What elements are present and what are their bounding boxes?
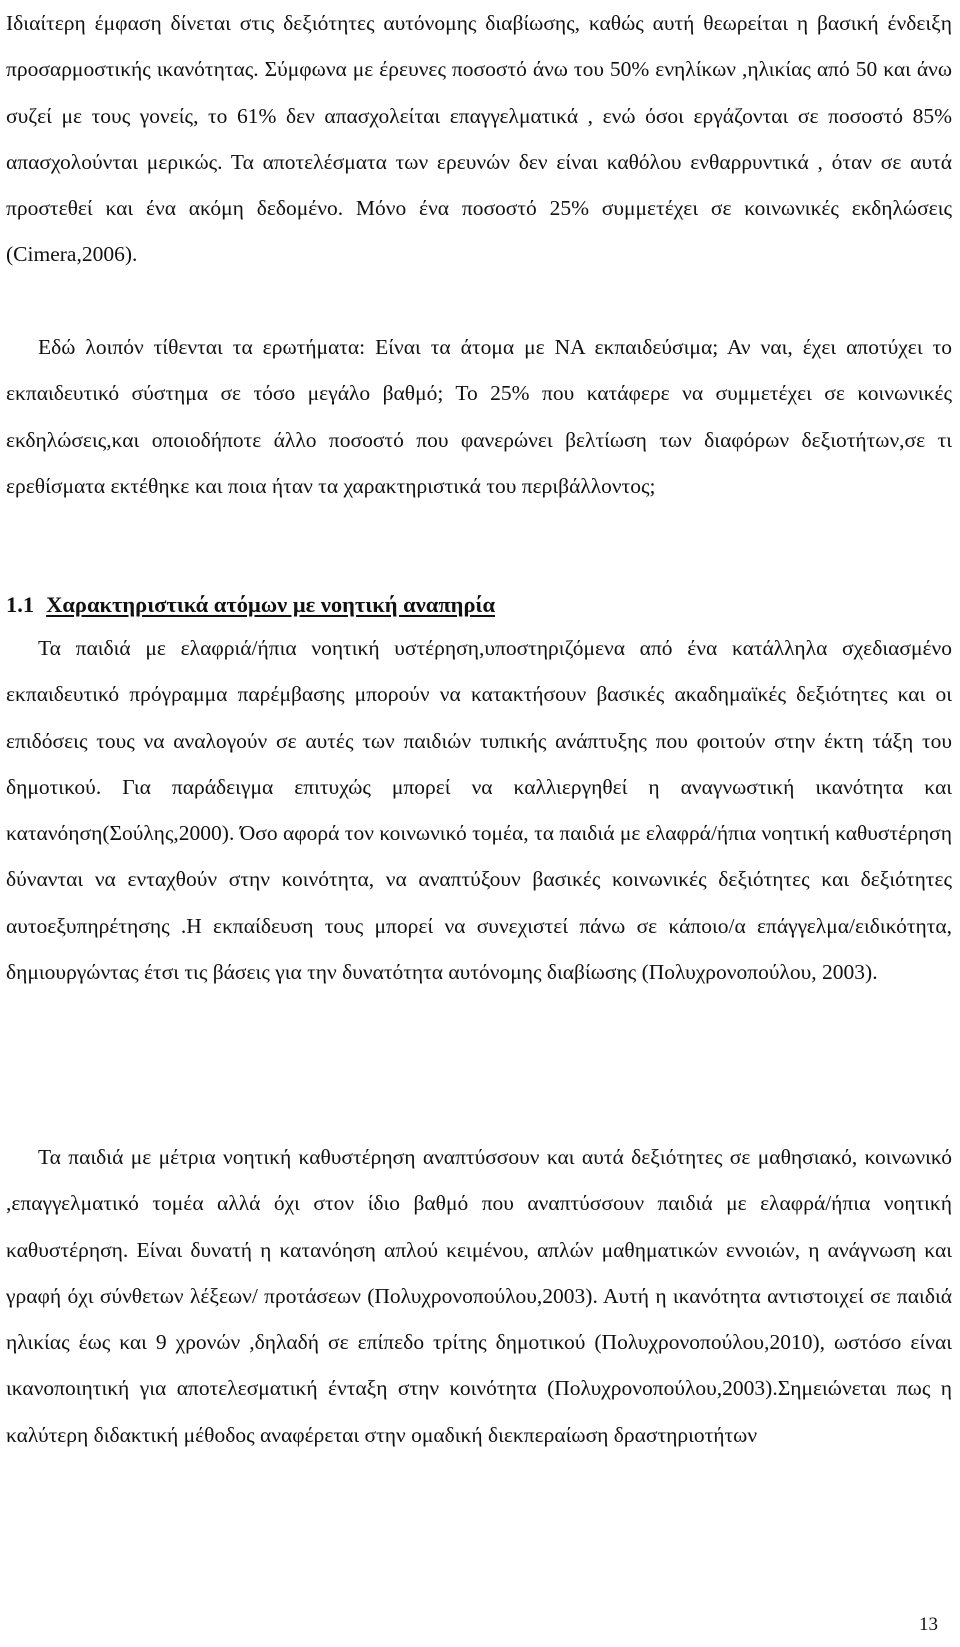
page-number: 13: [919, 1614, 938, 1635]
paragraph-mild-disability: Τα παιδιά με ελαφριά/ήπια νοητική υστέρηση,υποστηριζόμενα από ένα κατάλληλα σχεδιασμένο εκπαιδευτικό πρόγραμμα παρέμβασης μπορούν να κατακτήσουν βασικές ακαδημαϊκές δεξιότητες και οι επιδόσεις τους να αναλογούν σε αυτές των παιδιών τυπικής ανάπτυξης που φοιτούν στην έκτη τάξη του δημοτικού. Για παράδειγμα επιτυχώς μπορεί να καλλιεργηθεί η αναγνωστική ικανότητα και κατανόηση(Σούλης,2000). Όσο αφορά τον κοινωνικό τομέα, τα παιδιά με ελαφρά/ήπια νοητική καθυστέρηση δύνανται να ενταχθούν στην κοινότητα, να αναπτύξουν βασικές κοινωνικές δεξιότητες και δεξιότητες αυτοεξυπηρέτησης .Η εκπαίδευση τους μπορεί να συνεχιστεί πάνω σε κάποιο/α επάγγελμα/ειδικότητα, δημιουργώντας έτσι τις βάσεις για την δυνατότητα αυτόνομης διαβίωσης (Πολυχρονοπούλου, 2003).: [6, 636, 952, 985]
section-number: 1.1: [6, 592, 35, 617]
section-title: Χαρακτηριστικά ατόμων με νοητική αναπηρία: [46, 592, 496, 617]
section-heading: [6, 585, 495, 625]
paragraph-moderate-disability: Τα παιδιά με μέτρια νοητική καθυστέρηση αναπτύσσουν και αυτά δεξιότητες σε μαθησιακό, κοινωνικό ,επαγγελματικό τομέα αλλά όχι στον ίδιο βαθμό που αναπτύσσουν παιδιά με ελαφρά/ήπια νοητική καθυστέρηση. Είναι δυνατή η κατανόηση απλού κειμένου, απλών μαθηματικών εννοιών, η ανάγνωση και γραφή όχι σύνθετων λέξεων/ προτάσεων (Πολυχρονοπούλου,2003). Αυτή η ικανότητα αντιστοιχεί σε παιδιά ηλικίας έως και 9 χρονών ,δηλαδή σε επίπεδο τρίτης δημοτικού (Πολυχρονοπούλου,2010), ωστόσο είναι ικανοποιητική για αποτελεσματική ένταξη στην κοινότητα (Πολυχρονοπούλου,2003).Σημειώνεται πως η καλύτερη διδακτική μέθοδος αναφέρεται στην ομαδική διεκπεραίωση δραστηριοτήτων: [6, 1145, 952, 1447]
paragraph-independent-living: Ιδιαίτερη έμφαση δίνεται στις δεξιότητες αυτόνομης διαβίωσης, καθώς αυτή θεωρείται η βασική ένδειξη προσαρμοστικής ικανότητας. Σύμφωνα με έρευνες ποσοστό άνω του 50% ενηλίκων ,ηλικίας από 50 και άνω συζεί με τους γονείς, το 61% δεν απασχολείται επαγγελματικά , ενώ όσοι εργάζονται σε ποσοστό 85% απασχολούνται μερικώς. Τα αποτελέσματα των ερευνών δεν είναι καθόλου ενθαρρυντικά , όταν σε αυτά προστεθεί και ένα ακόμη δεδομένο. Μόνο ένα ποσοστό 25% συμμετέχει σε κοινωνικές εκδηλώσεις (Cimera,2006).: [6, 11, 952, 267]
paragraph-research-questions: Εδώ λοιπόν τίθενται τα ερωτήματα: Είναι τα άτομα με ΝΑ εκπαιδεύσιμα; Αν ναι, έχει αποτύχει το εκπαιδευτικό σύστημα σε τόσο μεγάλο βαθμό; Το 25% που κατάφερε να συμμετέχει σε κοινωνικές εκδηλώσεις,και οποιοδήποτε άλλο ποσοστό που φανερώνει βελτίωση των διαφόρων δεξιοτήτων,σε τι ερεθίσματα εκτέθηκε και ποια ήταν τα χαρακτηριστικά του περιβάλλοντος;: [6, 335, 952, 498]
